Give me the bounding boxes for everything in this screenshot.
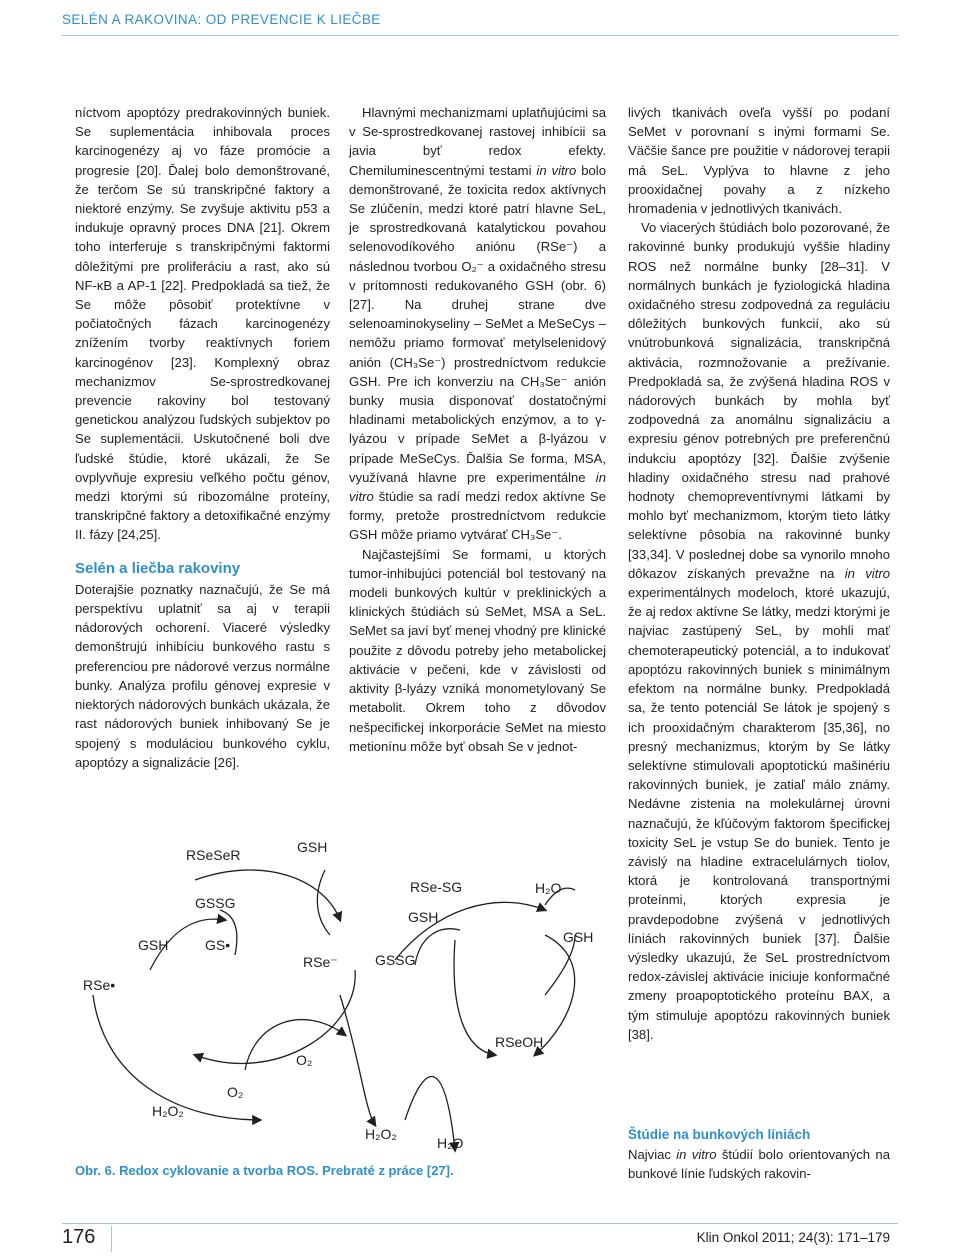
paragraph: livých tkanivách oveľa vyšší po podaní SeMet v porovnaní s inými formami Se. Väčšie šance pre použitie v nádorovej terapii má SeL. Vyplýva to hlavne z jeho prooxidačnej povahy a z nízkeho hromadenia v jednotlivých tkanivách. xyxy=(628,105,890,217)
paragraph: Hlavnými mechanizmami uplatňujúcimi sa v Se-sprostredkovanej rastovej inhibícii sa javia byť redox efekty. Chemiluminescentnými testami in vitro bolo demonštrované, že toxicita redox aktívnych Se zlúčenín, medzi ktoré patrí hlavne SeL, je sprostredkovaná katalytickou povahou selenovodíkového aniónu (RSe⁻) a následnou tvorbou O₂⁻ a oxidačného stresu v prítomnosti redukovaného GSH (obr. 6) [27]. Na druhej strane dve selenoaminokyseliny – SeMet a MeSeCys – nemôžu priamo formovať metylselenidový anión (CH₃Se⁻) prostredníctvom redukcie GSH. Pre ich konverziu na CH₃Se⁻ anión bunky musia disponovať dostatočnými hladinami metabolických enzýmov, a to γ-lyázou v prípade SeMet a β-lyázou v prípade MeSeCys. Ďalšia Se forma, MSA, využívaná hlavne pre experimentálne in vitro štúdie sa radí medzi redox aktívne Se formy, pretože prostredníctvom redukcie GSH môže priamo vytvárať CH₃Se⁻. xyxy=(349,105,606,543)
paragraph: Najčastejšími Se formami, u ktorých tumor-inhibujúci potenciál bol testovaný na modeli bunkových kultúr v preklinických a klinických štúdiách sú SeMet, MSA a SeL. SeMet sa javí byť menej vhodný pre klinické použite z dôvodu potreby jeho metabolickej aktivácie v pečeni, kde v závislosti od aktivity β-lyázy vzniká monometylovaný Se metabolit. Okrem toho z dôvodov nešpecifickej inkorporácie SeMet na miesto metionínu môže byť obsah Se v jednot- xyxy=(349,546,606,754)
paragraph: Vo viacerých štúdiách bolo pozorované, že rakovinné bunky produkujú vyššie hladiny ROS než normálne bunky [28–31]. V normálnych bunkách je fyziologická hladina oxidačného stresu zodpovedná za reguláciu dôležitých bunkových funkcií, ako sú vnútrobunková signalizácia, transkripčná aktivácia, rozmnožovanie a prežívanie. Predpokladá sa, že zvýšená hladina ROS v nádorových bunkách by mohla byť zodpovedná za anomálnu signalizáciu a expresiu génov potrebných pre preferenčnú indukciu apoptózy [32]. Ďalšie zvýšenie hladiny oxidačného stresu nad prahové hodnoty chemopreventívnymi látkami by mohlo byť mechanizmom, ktorým tieto látky selektívne pôsobia na rakovinné bunky [33,34]. V poslednej dobe sa vynorilo mnoho dôkazov získaných prevažne na in vitro experimentálnych modeloch, ktoré ukazujú, že aj redox aktívne Se látky, medzi ktorými je najviac zastúpený SeL, by mohli mať chemoterapeutický potenciál, a to indukovať apoptózu rakovinných buniek s minimálnym efektom na normálne bunky. Predpokladá sa, že tento potenciál Se látok je spojený s ich prooxidačným charakterom [35,36], no presný mechanizmus, ktorým by Se látky selektívne stimulovali apoptotickú mašinériu rakovinných buniek, je zatiaľ málo známy. Nedávne zistenia na molekulárnej úrovni naznačujú, že kľúčovým faktorom špecifickej toxicity SeL je vstup Se do buniek. Tento je závislý na hladine extracelulárnych tiolov, ktorá je kontrolovaná transportnými proteínmi, ktorých expresia je pravdepodobne zvýšená v jednotlivých líniách rakovinných buniek [37]. Ďalšie výsledky ukazujú, že SeL prostredníctvom redox-závislej aktivácie iniciuje konformačné zmeny proapoptotického proteínu BAX, a tým stimuluje apoptózu rakovinných buniek [38]. xyxy=(628,220,890,1042)
label-rseoh: RSeOH xyxy=(495,1034,544,1050)
arc-rsesg-to-rseoh xyxy=(454,940,495,1055)
label-gsh: GSH xyxy=(563,929,594,945)
figure-caption: Obr. 6. Redox cyklovanie a tvorba ROS. Prebraté z práce [27]. xyxy=(75,1163,454,1178)
subsection-heading: Štúdie na bunkových líniách xyxy=(628,1127,811,1142)
label-gssg: GSSG xyxy=(375,952,416,968)
paragraph: níctvom apoptózy predrakovinných buniek. Se suplementácia inhibovala proces karcinogenézy aj vo fáze promócie a progresie [20]. Ďalej bolo demonštrované, že terčom Se sú transkripčné faktory a niektoré enzýmy. Se zvyšuje aktivitu p53 a indukuje opravný proces DNA [21]. Okrem toho interferuje s transkripčnými faktormi dôležitými pre proliferáciu a rast, ako sú NF-κB a AP-1 [22]. Predpokladá sa tiež, že Se môže pôsobiť protektívne v počiatočných fázach karcinogenézy znížením tvorby reaktívnych foriem karcinogénov [23]. Komplexný obraz mechanizmov Se-sprostredkovanej prevencie rakoviny bol testovaný genetickou analýzou ľudských subjektov po Se suplementácii. Uskutočnené boli dve ľudské štúdie, ktoré ukázali, že Se ovplyvňuje expresiu veľkého počtu génov, medzi ktorými sú ribozomálne proteíny, transkripčné faktory a detoxifikačné enzýmy II. fázy [24,25]. xyxy=(75,105,330,543)
label-gs-radical: GS• xyxy=(205,937,231,953)
label-rse-radical: RSe• xyxy=(83,977,116,993)
paragraph: Doterajšie poznatky naznačujú, že Se má perspektívu uplatniť sa aj v terapii nádorových ochorení. Viaceré výsledky demonštrujú inhibíciu bunkového rastu s preferenciou pre nádorové verzus normálne bunky. Analýza profilu génovej expresie v niektorých nádorových bunkách ukázala, že rast nádorových buniek inhibovaný Se je spojený s moduláciou bunkového cyklu, apoptózy a signalizácie [26]. xyxy=(75,581,330,770)
label-rseser: RSeSeR xyxy=(186,847,241,863)
arc-gssg-in xyxy=(415,929,460,965)
text-column-3 xyxy=(628,103,890,1182)
label-h2o2: H₂O₂ xyxy=(152,1103,184,1119)
label-rse-anion: RSe⁻ xyxy=(303,954,338,970)
label-o2: O₂ xyxy=(296,1052,313,1068)
label-gsh: GSH xyxy=(138,937,169,953)
section-heading: Selén a liečba rakoviny xyxy=(75,559,241,577)
page-number: 176 xyxy=(62,1226,96,1248)
subsection xyxy=(628,1125,890,1184)
footer-separator xyxy=(111,1226,112,1252)
label-h2o2: H₂O₂ xyxy=(365,1126,397,1142)
header-rule xyxy=(62,35,898,36)
label-gsh: GSH xyxy=(297,839,328,855)
label-o2: O₂ xyxy=(227,1084,244,1100)
label-h2o: H₂O xyxy=(535,880,562,896)
label-gssg: GSSG xyxy=(195,895,236,911)
arc-rse-to-h2o2 xyxy=(340,995,375,1125)
text-column-2 xyxy=(349,103,606,756)
redox-cycle-figure xyxy=(75,820,635,1160)
arc-gsh-in xyxy=(317,870,330,935)
footer-rule xyxy=(62,1223,898,1224)
text-column-1 xyxy=(75,103,330,772)
journal-citation: Klin Onkol 2011; 24(3): 171–179 xyxy=(696,1230,890,1245)
paragraph: Najviac in vitro štúdií bolo orientovaných na bunkové línie ľudských rakovin- xyxy=(628,1147,890,1182)
redox-diagram xyxy=(75,820,635,1160)
label-gsh: GSH xyxy=(408,909,439,925)
arc-rse-radical-to-h2o2 xyxy=(93,995,260,1120)
arc-rse-anion-to-radical xyxy=(195,970,355,1063)
running-title: SELÉN A RAKOVINA: OD PREVENCIE K LIEČBE xyxy=(62,12,381,27)
label-rse-sg: RSe-SG xyxy=(410,879,463,895)
label-h2o: H₂O xyxy=(437,1135,464,1151)
